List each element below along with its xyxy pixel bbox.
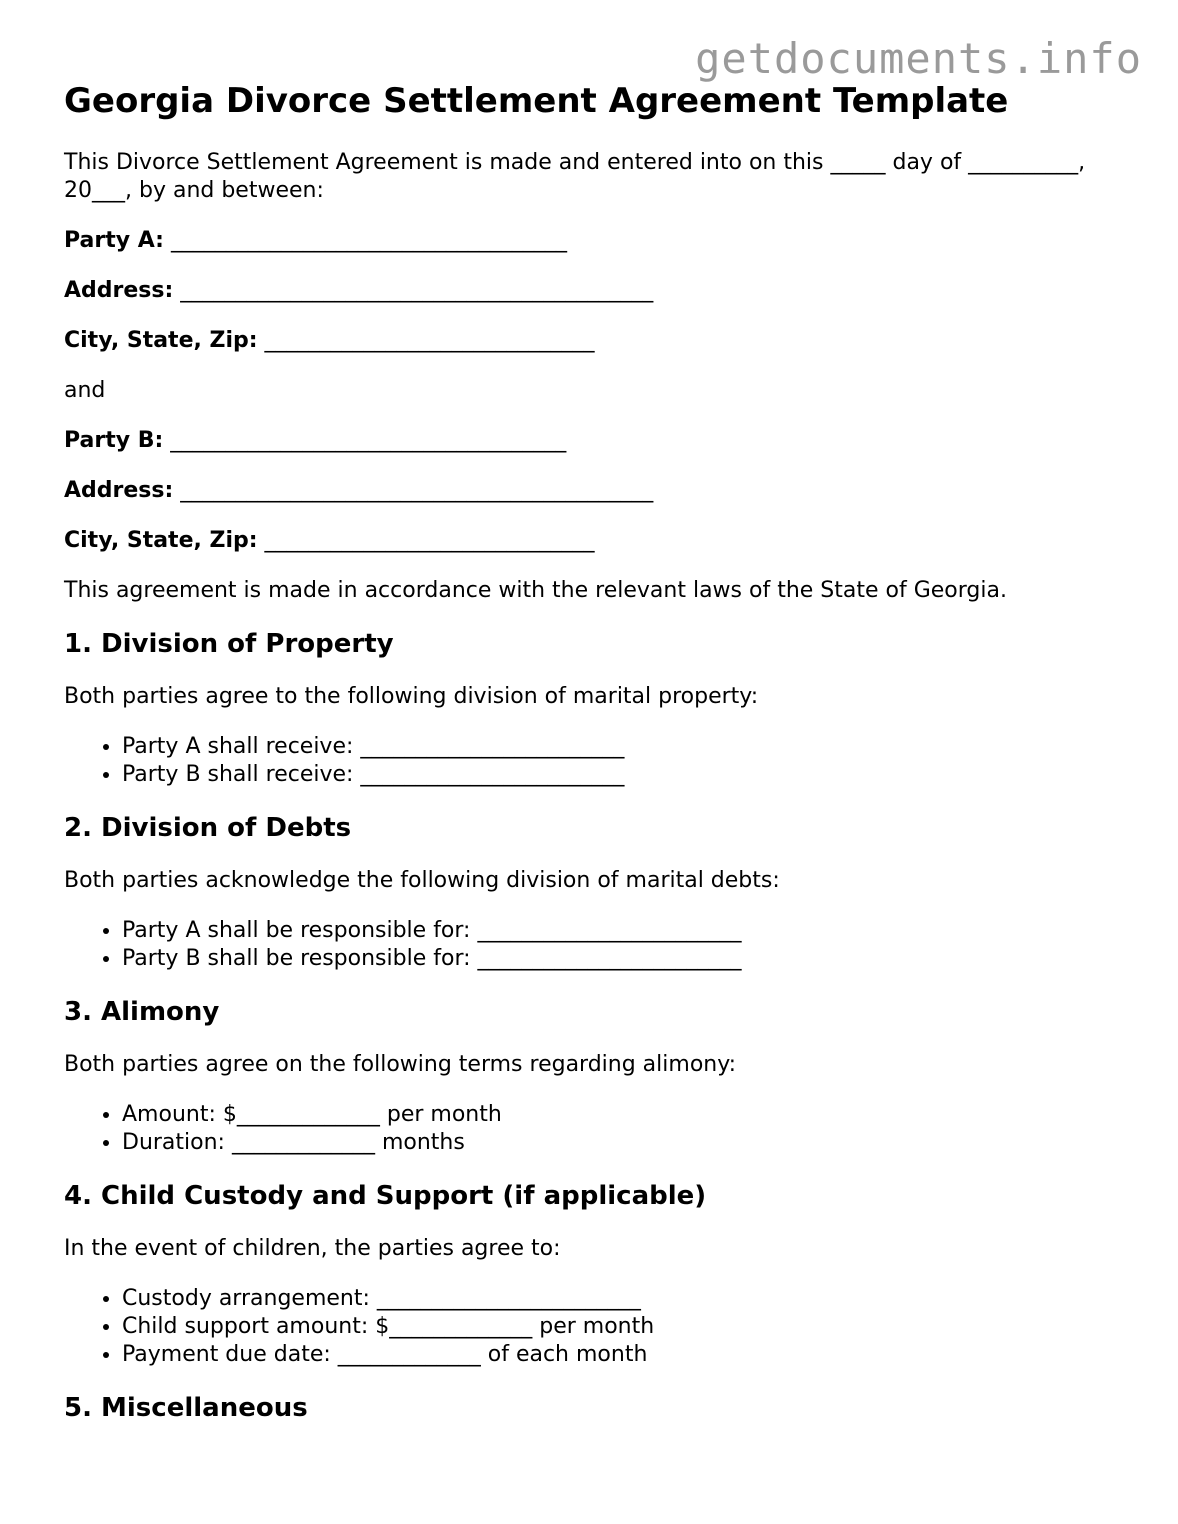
section-list — [64, 733, 1124, 789]
section-heading: 3. Alimony — [64, 997, 220, 1028]
party-b-address-field[interactable] — [64, 477, 1124, 505]
section-text: In the event of children, the parties agree to: — [64, 1236, 561, 1262]
party-a-city-field[interactable] — [64, 327, 1124, 355]
section-heading: 5. Miscellaneous — [64, 1393, 308, 1424]
list-item[interactable]: • Child support amount: $_____________ per month — [122, 1313, 1124, 1341]
section-heading: 1. Division of Property — [64, 629, 394, 660]
section-text: Both parties agree to the following division of marital property: — [64, 684, 759, 710]
section-list — [64, 917, 1124, 973]
list-item[interactable]: • Duration: _____________ months — [122, 1129, 1124, 1157]
list-item[interactable]: • Party B shall be responsible for: ________________________ — [122, 945, 1124, 973]
watermark: getdocuments.info — [695, 34, 1142, 83]
list-item[interactable]: • Party A shall be responsible for: ________________________ — [122, 917, 1124, 945]
section-text: Both parties agree on the following terms regarding alimony: — [64, 1052, 737, 1078]
section-text: Both parties acknowledge the following division of marital debts: — [64, 868, 780, 894]
list-item[interactable]: • Party B shall receive: ________________________ — [122, 761, 1124, 789]
document-title: Georgia Divorce Settlement Agreement Template — [64, 81, 1009, 121]
party-b-name-label: Party B: — [64, 428, 164, 454]
party-b-address-label: Address: — [64, 478, 174, 504]
section-heading: 2. Division of Debts — [64, 813, 352, 844]
party-a-name-blank[interactable]: ____________________________________ — [163, 228, 567, 254]
party-a-city-label: City, State, Zip: — [64, 328, 258, 354]
party-b-name-field[interactable] — [64, 427, 1124, 455]
party-a-address-label: Address: — [64, 278, 174, 304]
party-b-city-blank[interactable]: ______________________________ — [257, 528, 595, 554]
list-item[interactable]: • Custody arrangement: ________________________ — [122, 1285, 1124, 1313]
section-list — [64, 1285, 1124, 1369]
section-heading: 4. Child Custody and Support (if applicable) — [64, 1181, 707, 1212]
party-a-name-label: Party A: — [64, 228, 164, 254]
list-item[interactable]: • Amount: $_____________ per month — [122, 1101, 1124, 1129]
and-text: and — [64, 378, 106, 404]
party-b-name-blank[interactable]: ____________________________________ — [163, 428, 567, 454]
party-a-address-blank[interactable]: ___________________________________________ — [173, 278, 654, 304]
list-item[interactable]: • Payment due date: _____________ of each month — [122, 1341, 1124, 1369]
document-page — [64, 82, 1124, 1447]
section-list — [64, 1101, 1124, 1157]
party-b-city-field[interactable] — [64, 527, 1124, 555]
party-a-city-blank[interactable]: ______________________________ — [257, 328, 595, 354]
party-b-address-blank[interactable]: ___________________________________________ — [173, 478, 654, 504]
party-b-city-label: City, State, Zip: — [64, 528, 258, 554]
list-item[interactable]: • Party A shall receive: ________________________ — [122, 733, 1124, 761]
party-a-address-field[interactable] — [64, 277, 1124, 305]
accordance-paragraph: This agreement is made in accordance with the relevant laws of the State of Georgia. — [64, 578, 1007, 604]
intro-paragraph: This Divorce Settlement Agreement is made and entered into on this _____ day of __________, 20___, by and between: — [64, 150, 1086, 204]
party-a-name-field[interactable] — [64, 227, 1124, 255]
